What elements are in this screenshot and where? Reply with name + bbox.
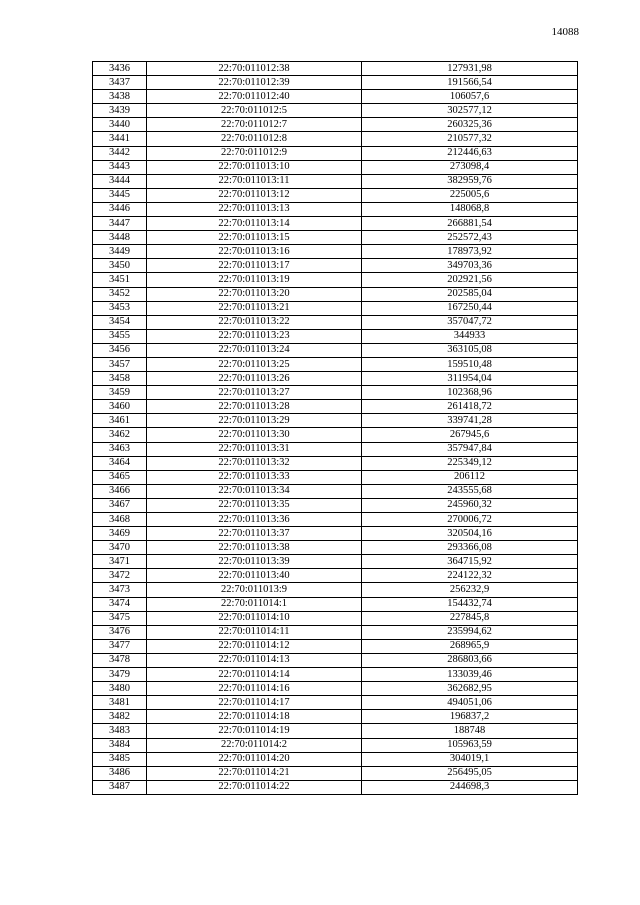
cadastral-number-cell: 22:70:011013:23 xyxy=(147,329,362,343)
table-row xyxy=(93,414,578,428)
table-body xyxy=(93,62,578,795)
cadastral-number-cell: 22:70:011013:12 xyxy=(147,188,362,202)
value-cell: 227845,8 xyxy=(362,611,578,625)
row-number-cell: 3454 xyxy=(93,315,147,329)
table-row xyxy=(93,188,578,202)
row-number-cell: 3477 xyxy=(93,639,147,653)
row-number-cell: 3442 xyxy=(93,146,147,160)
value-cell: 286803,66 xyxy=(362,653,578,667)
cadastral-number-cell: 22:70:011013:32 xyxy=(147,456,362,470)
value-cell: 244698,3 xyxy=(362,780,578,794)
cadastral-number-cell: 22:70:011013:13 xyxy=(147,202,362,216)
cadastral-number-cell: 22:70:011013:17 xyxy=(147,259,362,273)
row-number-cell: 3462 xyxy=(93,428,147,442)
cadastral-number-cell: 22:70:011012:40 xyxy=(147,90,362,104)
data-table xyxy=(92,61,578,795)
cadastral-number-cell: 22:70:011013:30 xyxy=(147,428,362,442)
cadastral-number-cell: 22:70:011014:1 xyxy=(147,597,362,611)
row-number-cell: 3448 xyxy=(93,231,147,245)
cadastral-number-cell: 22:70:011014:10 xyxy=(147,611,362,625)
cadastral-number-cell: 22:70:011013:26 xyxy=(147,372,362,386)
row-number-cell: 3481 xyxy=(93,696,147,710)
cadastral-number-cell: 22:70:011013:22 xyxy=(147,315,362,329)
value-cell: 349703,36 xyxy=(362,259,578,273)
row-number-cell: 3473 xyxy=(93,583,147,597)
value-cell: 225005,6 xyxy=(362,188,578,202)
table-row xyxy=(93,329,578,343)
table-row xyxy=(93,653,578,667)
value-cell: 206112 xyxy=(362,470,578,484)
row-number-cell: 3453 xyxy=(93,301,147,315)
table-row xyxy=(93,428,578,442)
value-cell: 320504,16 xyxy=(362,527,578,541)
cadastral-number-cell: 22:70:011013:35 xyxy=(147,498,362,512)
table-row xyxy=(93,541,578,555)
table-row xyxy=(93,668,578,682)
cadastral-number-cell: 22:70:011013:19 xyxy=(147,273,362,287)
table-row xyxy=(93,569,578,583)
value-cell: 270006,72 xyxy=(362,513,578,527)
table-row xyxy=(93,513,578,527)
value-cell: 159510,48 xyxy=(362,357,578,371)
row-number-cell: 3445 xyxy=(93,188,147,202)
cadastral-number-cell: 22:70:011014:14 xyxy=(147,668,362,682)
table-row xyxy=(93,231,578,245)
row-number-cell: 3465 xyxy=(93,470,147,484)
cadastral-number-cell: 22:70:011013:24 xyxy=(147,343,362,357)
value-cell: 106057,6 xyxy=(362,90,578,104)
row-number-cell: 3467 xyxy=(93,498,147,512)
table-row xyxy=(93,696,578,710)
row-number-cell: 3446 xyxy=(93,202,147,216)
row-number-cell: 3472 xyxy=(93,569,147,583)
cadastral-number-cell: 22:70:011013:39 xyxy=(147,555,362,569)
row-number-cell: 3438 xyxy=(93,90,147,104)
table-row xyxy=(93,259,578,273)
table-row xyxy=(93,470,578,484)
cadastral-number-cell: 22:70:011013:38 xyxy=(147,541,362,555)
cadastral-number-cell: 22:70:011014:22 xyxy=(147,780,362,794)
value-cell: 202585,04 xyxy=(362,287,578,301)
value-cell: 133039,46 xyxy=(362,668,578,682)
table-row xyxy=(93,315,578,329)
table-row xyxy=(93,62,578,76)
cadastral-number-cell: 22:70:011013:40 xyxy=(147,569,362,583)
cadastral-number-cell: 22:70:011013:34 xyxy=(147,484,362,498)
value-cell: 357947,84 xyxy=(362,442,578,456)
row-number-cell: 3483 xyxy=(93,724,147,738)
table-row xyxy=(93,611,578,625)
value-cell: 252572,43 xyxy=(362,231,578,245)
value-cell: 293366,08 xyxy=(362,541,578,555)
value-cell: 243555,68 xyxy=(362,484,578,498)
cadastral-number-cell: 22:70:011012:5 xyxy=(147,104,362,118)
cadastral-number-cell: 22:70:011013:31 xyxy=(147,442,362,456)
value-cell: 304019,1 xyxy=(362,752,578,766)
cadastral-number-cell: 22:70:011013:11 xyxy=(147,174,362,188)
cadastral-number-cell: 22:70:011013:36 xyxy=(147,513,362,527)
value-cell: 224122,32 xyxy=(362,569,578,583)
value-cell: 362682,95 xyxy=(362,682,578,696)
row-number-cell: 3444 xyxy=(93,174,147,188)
table-row xyxy=(93,202,578,216)
row-number-cell: 3468 xyxy=(93,513,147,527)
cadastral-number-cell: 22:70:011012:38 xyxy=(147,62,362,76)
cadastral-number-cell: 22:70:011013:21 xyxy=(147,301,362,315)
row-number-cell: 3484 xyxy=(93,738,147,752)
value-cell: 302577,12 xyxy=(362,104,578,118)
table-row xyxy=(93,301,578,315)
cadastral-number-cell: 22:70:011013:27 xyxy=(147,386,362,400)
table-row xyxy=(93,780,578,794)
table-row xyxy=(93,90,578,104)
cadastral-number-cell: 22:70:011012:7 xyxy=(147,118,362,132)
row-number-cell: 3450 xyxy=(93,259,147,273)
value-cell: 268965,9 xyxy=(362,639,578,653)
row-number-cell: 3456 xyxy=(93,343,147,357)
value-cell: 245960,32 xyxy=(362,498,578,512)
value-cell: 311954,04 xyxy=(362,372,578,386)
value-cell: 202921,56 xyxy=(362,273,578,287)
table-row xyxy=(93,343,578,357)
value-cell: 266881,54 xyxy=(362,217,578,231)
cadastral-number-cell: 22:70:011013:14 xyxy=(147,217,362,231)
row-number-cell: 3458 xyxy=(93,372,147,386)
row-number-cell: 3436 xyxy=(93,62,147,76)
value-cell: 256495,05 xyxy=(362,766,578,780)
cadastral-number-cell: 22:70:011014:20 xyxy=(147,752,362,766)
cadastral-number-cell: 22:70:011012:8 xyxy=(147,132,362,146)
table-row xyxy=(93,400,578,414)
cadastral-number-cell: 22:70:011014:19 xyxy=(147,724,362,738)
cadastral-number-cell: 22:70:011013:10 xyxy=(147,160,362,174)
table-row xyxy=(93,639,578,653)
cadastral-number-cell: 22:70:011013:25 xyxy=(147,357,362,371)
row-number-cell: 3476 xyxy=(93,625,147,639)
value-cell: 102368,96 xyxy=(362,386,578,400)
table-row xyxy=(93,484,578,498)
table-row xyxy=(93,752,578,766)
row-number-cell: 3461 xyxy=(93,414,147,428)
row-number-cell: 3447 xyxy=(93,217,147,231)
table-row xyxy=(93,583,578,597)
table-row xyxy=(93,710,578,724)
value-cell: 188748 xyxy=(362,724,578,738)
row-number-cell: 3439 xyxy=(93,104,147,118)
row-number-cell: 3474 xyxy=(93,597,147,611)
row-number-cell: 3470 xyxy=(93,541,147,555)
cadastral-number-cell: 22:70:011014:12 xyxy=(147,639,362,653)
row-number-cell: 3437 xyxy=(93,76,147,90)
table-row xyxy=(93,625,578,639)
row-number-cell: 3479 xyxy=(93,668,147,682)
cadastral-number-cell: 22:70:011013:28 xyxy=(147,400,362,414)
value-cell: 363105,08 xyxy=(362,343,578,357)
table-row xyxy=(93,766,578,780)
cadastral-number-cell: 22:70:011013:33 xyxy=(147,470,362,484)
value-cell: 178973,92 xyxy=(362,245,578,259)
value-cell: 105963,59 xyxy=(362,738,578,752)
value-cell: 382959,76 xyxy=(362,174,578,188)
row-number-cell: 3485 xyxy=(93,752,147,766)
cadastral-number-cell: 22:70:011013:37 xyxy=(147,527,362,541)
row-number-cell: 3480 xyxy=(93,682,147,696)
row-number-cell: 3464 xyxy=(93,456,147,470)
table-row xyxy=(93,217,578,231)
row-number-cell: 3487 xyxy=(93,780,147,794)
cadastral-number-cell: 22:70:011013:9 xyxy=(147,583,362,597)
cadastral-number-cell: 22:70:011013:15 xyxy=(147,231,362,245)
row-number-cell: 3440 xyxy=(93,118,147,132)
page-number: 14088 xyxy=(551,26,579,38)
value-cell: 344933 xyxy=(362,329,578,343)
table-row xyxy=(93,245,578,259)
table-row xyxy=(93,160,578,174)
cadastral-number-cell: 22:70:011014:2 xyxy=(147,738,362,752)
value-cell: 191566,54 xyxy=(362,76,578,90)
cadastral-number-cell: 22:70:011014:21 xyxy=(147,766,362,780)
table-row xyxy=(93,273,578,287)
row-number-cell: 3457 xyxy=(93,357,147,371)
table-row xyxy=(93,146,578,160)
value-cell: 225349,12 xyxy=(362,456,578,470)
value-cell: 494051,06 xyxy=(362,696,578,710)
row-number-cell: 3466 xyxy=(93,484,147,498)
table-row xyxy=(93,76,578,90)
cadastral-number-cell: 22:70:011014:11 xyxy=(147,625,362,639)
value-cell: 260325,36 xyxy=(362,118,578,132)
value-cell: 261418,72 xyxy=(362,400,578,414)
cadastral-number-cell: 22:70:011012:9 xyxy=(147,146,362,160)
value-cell: 196837,2 xyxy=(362,710,578,724)
value-cell: 148068,8 xyxy=(362,202,578,216)
value-cell: 357047,72 xyxy=(362,315,578,329)
table-row xyxy=(93,724,578,738)
row-number-cell: 3469 xyxy=(93,527,147,541)
value-cell: 127931,98 xyxy=(362,62,578,76)
row-number-cell: 3478 xyxy=(93,653,147,667)
value-cell: 212446,63 xyxy=(362,146,578,160)
value-cell: 364715,92 xyxy=(362,555,578,569)
table-row xyxy=(93,287,578,301)
row-number-cell: 3486 xyxy=(93,766,147,780)
table-row xyxy=(93,372,578,386)
row-number-cell: 3475 xyxy=(93,611,147,625)
table-row xyxy=(93,738,578,752)
table-row xyxy=(93,118,578,132)
table-row xyxy=(93,456,578,470)
value-cell: 167250,44 xyxy=(362,301,578,315)
table-row xyxy=(93,597,578,611)
table-row xyxy=(93,498,578,512)
row-number-cell: 3441 xyxy=(93,132,147,146)
value-cell: 267945,6 xyxy=(362,428,578,442)
row-number-cell: 3459 xyxy=(93,386,147,400)
value-cell: 256232,9 xyxy=(362,583,578,597)
cadastral-number-cell: 22:70:011014:16 xyxy=(147,682,362,696)
table-row xyxy=(93,386,578,400)
row-number-cell: 3451 xyxy=(93,273,147,287)
table-row xyxy=(93,682,578,696)
table-row xyxy=(93,132,578,146)
table-row xyxy=(93,174,578,188)
row-number-cell: 3471 xyxy=(93,555,147,569)
cadastral-number-cell: 22:70:011013:20 xyxy=(147,287,362,301)
table-row xyxy=(93,442,578,456)
row-number-cell: 3443 xyxy=(93,160,147,174)
table-row xyxy=(93,357,578,371)
row-number-cell: 3449 xyxy=(93,245,147,259)
value-cell: 154432,74 xyxy=(362,597,578,611)
cadastral-number-cell: 22:70:011013:16 xyxy=(147,245,362,259)
row-number-cell: 3452 xyxy=(93,287,147,301)
value-cell: 210577,32 xyxy=(362,132,578,146)
value-cell: 273098,4 xyxy=(362,160,578,174)
cadastral-number-cell: 22:70:011014:13 xyxy=(147,653,362,667)
table-row xyxy=(93,555,578,569)
cadastral-number-cell: 22:70:011013:29 xyxy=(147,414,362,428)
table-row xyxy=(93,104,578,118)
row-number-cell: 3463 xyxy=(93,442,147,456)
row-number-cell: 3482 xyxy=(93,710,147,724)
row-number-cell: 3455 xyxy=(93,329,147,343)
cadastral-number-cell: 22:70:011012:39 xyxy=(147,76,362,90)
value-cell: 235994,62 xyxy=(362,625,578,639)
cadastral-number-cell: 22:70:011014:17 xyxy=(147,696,362,710)
table-row xyxy=(93,527,578,541)
row-number-cell: 3460 xyxy=(93,400,147,414)
cadastral-number-cell: 22:70:011014:18 xyxy=(147,710,362,724)
value-cell: 339741,28 xyxy=(362,414,578,428)
